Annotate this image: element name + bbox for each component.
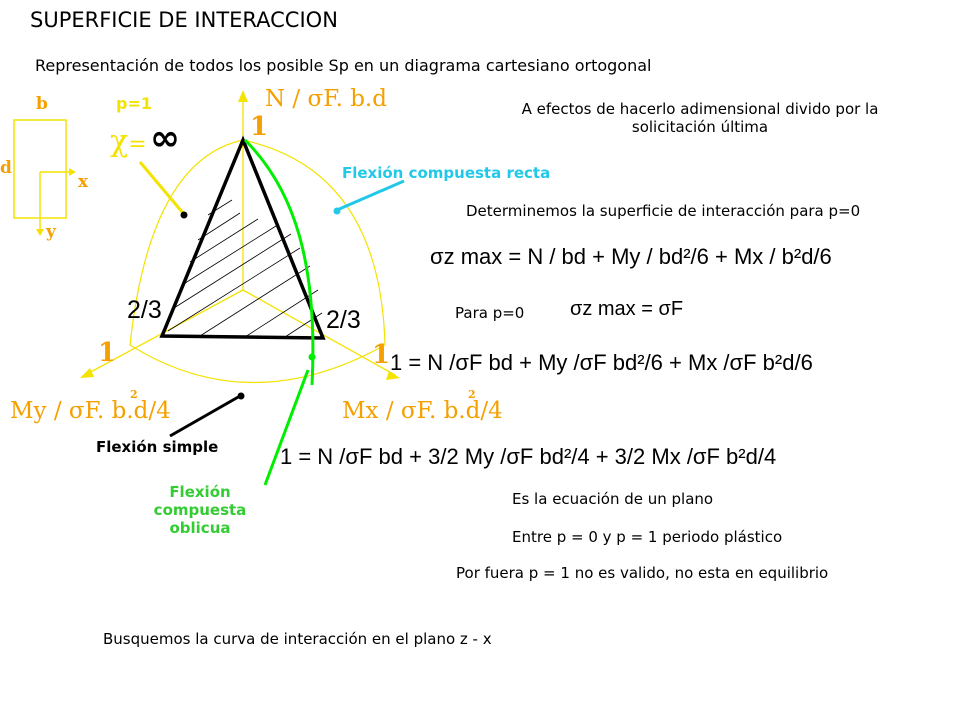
note-adimensional: A efectos de hacerlo adimensional divido por la solicitación última [521, 100, 879, 136]
recta-callout-dot [334, 208, 341, 215]
n-axis-arrow [238, 90, 248, 102]
note-fuera: Por fuera p = 1 no es valido, no esta en equilibrio [456, 564, 829, 582]
my-axis-squared: 2 [130, 388, 138, 401]
chi-symbol-group [110, 124, 147, 159]
section-x-label: x [78, 172, 89, 192]
my-axis-label: My / σF. b.d/4 [10, 398, 171, 424]
equation-sigma-max: σz max = N / bd + My / bd²/6 + Mx / b²d/6 [430, 244, 832, 269]
label-flexion-compuesta-recta: Flexión compuesta recta [342, 164, 551, 182]
page-title: SUPERFICIE DE INTERACCION [30, 8, 338, 32]
note-entre: Entre p = 0 y p = 1 periodo plástico [512, 528, 783, 546]
n-axis-one: 1 [250, 112, 269, 142]
p-label: p=1 [116, 94, 152, 113]
equation-normalized: 1 = N /σF bd + My /σF bd²/6 + Mx /σF b²d/6 [390, 350, 813, 375]
chi-equals: = [128, 132, 147, 157]
section-x-arrow [69, 168, 76, 176]
label-flexion-simple: Flexión simple [96, 438, 219, 456]
equation-plane: 1 = N /σF bd + 3/2 My /σF bd²/4 + 3/2 Mx /σF b²d/4 [280, 444, 777, 469]
flexion-compuesta-curve [245, 140, 313, 385]
mx-axis-squared: 2 [468, 388, 476, 401]
equation-sigma-f: σz max = σF [570, 298, 684, 320]
chi-callout-dot [181, 212, 188, 219]
note-plano: Es la ecuación de un plano [512, 490, 714, 508]
mx-axis-label: Mx / σF. b.d/4 [342, 398, 503, 424]
note-busquemos: Busquemos la curva de interacción en el plano z - x [103, 630, 492, 648]
flexion-compuesta-point [309, 354, 316, 361]
section-y-arrow [36, 229, 44, 236]
my-axis-one: 1 [98, 338, 117, 368]
section-b-label: b [36, 94, 48, 114]
page-subtitle: Representación de todos los posible Sp en un diagrama cartesiano ortogonal [35, 56, 652, 75]
two-thirds-left: 2/3 [127, 296, 162, 324]
n-axis-label: N / σF. b.d [265, 86, 387, 112]
simple-callout-line [170, 396, 240, 436]
section-y-label: y [46, 222, 56, 242]
note-para-p0: Para p=0 [455, 304, 525, 322]
recta-callout-line [337, 181, 404, 210]
my-axis-arrow [80, 368, 94, 378]
chi-symbol: χ [110, 124, 129, 159]
note-determinemos: Determinemos la superficie de interacción para p=0 [466, 202, 861, 220]
mx-axis-one: 1 [372, 340, 391, 370]
infinity-symbol: ∞ [150, 118, 180, 159]
section-d-label: d [0, 158, 12, 178]
label-flexion-compuesta-oblicua: Flexión compuesta oblicua [153, 483, 247, 537]
simple-callout-dot [238, 393, 245, 400]
two-thirds-right: 2/3 [326, 306, 361, 334]
